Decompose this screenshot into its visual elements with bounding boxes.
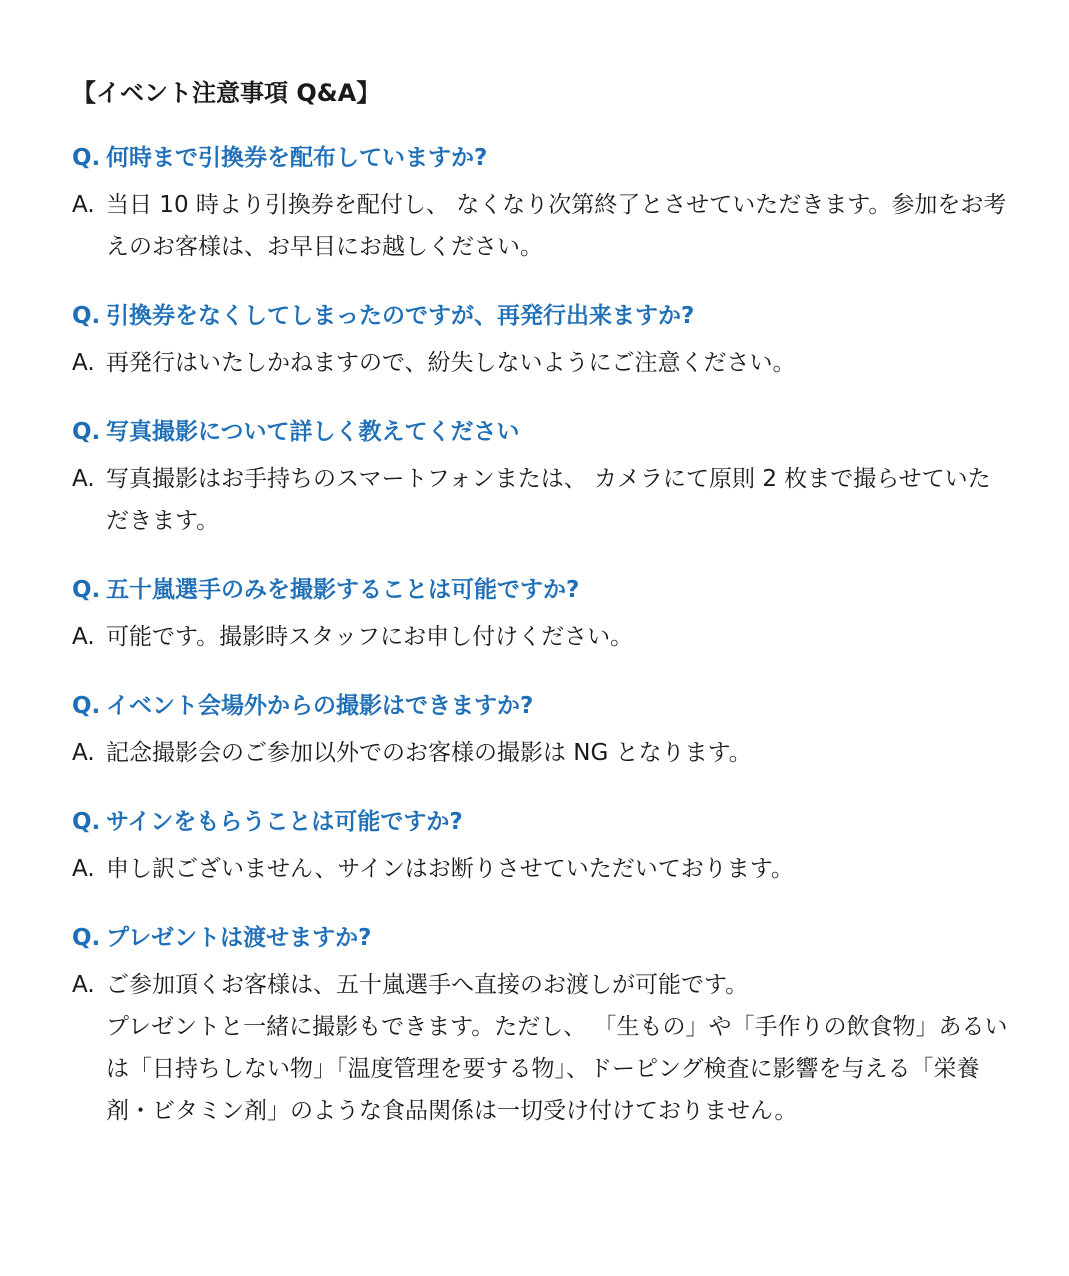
question <box>72 920 1009 956</box>
question <box>72 298 1009 334</box>
question-prefix: Q. <box>72 419 101 445</box>
answer <box>72 184 1009 268</box>
question-text: 写真撮影について詳しく教えてください <box>106 419 520 445</box>
answer <box>72 964 1009 1132</box>
question-text: イベント会場外からの撮影はできますか? <box>106 693 534 719</box>
answer-prefix: A. <box>72 192 95 218</box>
answer-prefix: A. <box>72 972 95 998</box>
question-text: プレゼントは渡せますか? <box>106 925 372 951</box>
answer-text: 申し訳ございません、サインはお断りさせていただいております。 <box>106 856 794 882</box>
answer-prefix: A. <box>72 624 95 650</box>
faq-item-5 <box>72 688 1009 774</box>
answer-prefix: A. <box>72 856 95 882</box>
faq-item-6 <box>72 804 1009 890</box>
faq-item-3 <box>72 414 1009 542</box>
answer-text: 記念撮影会のご参加以外でのお客様の撮影は NG となります。 <box>106 740 752 766</box>
answer-text: 写真撮影はお手持ちのスマートフォンまたは、 カメラにて原則 2 枚まで撮らせていただきます。 <box>106 466 991 534</box>
question <box>72 414 1009 450</box>
answer <box>72 732 1009 774</box>
answer-text: 可能です。撮影時スタッフにお申し付けください。 <box>106 624 634 650</box>
question <box>72 572 1009 608</box>
faq-item-4 <box>72 572 1009 658</box>
question <box>72 688 1009 724</box>
question <box>72 804 1009 840</box>
answer <box>72 458 1009 542</box>
answer-prefix: A. <box>72 740 95 766</box>
question-text: 何時まで引換券を配布していますか? <box>106 145 488 171</box>
answer-text: 再発行はいたしかねますので、紛失しないようにご注意ください。 <box>106 350 796 376</box>
question-prefix: Q. <box>72 577 101 603</box>
answer-text: ご参加頂くお客様は、五十嵐選手へ直接のお渡しが可能です。 プレゼントと一緒に撮影もできます。ただし、 「生もの」や「手作りの飲食物」あるいは「日持ちしない物」「温度管理を要する物」、ドーピング検査に影響を与える「栄養剤・ビタミン剤」のような食品関係は一切受け付けておりません。 <box>106 972 1008 1124</box>
answer-prefix: A. <box>72 466 95 492</box>
answer <box>72 848 1009 890</box>
question-text: サインをもらうことは可能ですか? <box>106 809 463 835</box>
answer <box>72 616 1009 658</box>
question-text: 五十嵐選手のみを撮影することは可能ですか? <box>106 577 580 603</box>
question <box>72 140 1009 176</box>
question-text: 引換券をなくしてしまったのですが、再発行出来ますか? <box>106 303 695 329</box>
question-prefix: Q. <box>72 809 101 835</box>
answer <box>72 342 1009 384</box>
page-heading: 【イベント注意事項 Q&A】 <box>72 79 381 107</box>
question-prefix: Q. <box>72 303 101 329</box>
question-prefix: Q. <box>72 145 101 171</box>
answer-text: 当日 10 時より引換券を配付し、 なくなり次第終了とさせていただきます。参加をお考えのお客様は、お早目にお越しください。 <box>106 192 1007 260</box>
answer-prefix: A. <box>72 350 95 376</box>
question-prefix: Q. <box>72 925 101 951</box>
faq-item-1 <box>72 140 1009 268</box>
question-prefix: Q. <box>72 693 101 719</box>
faq-item-2 <box>72 298 1009 384</box>
faq-item-7 <box>72 920 1009 1132</box>
